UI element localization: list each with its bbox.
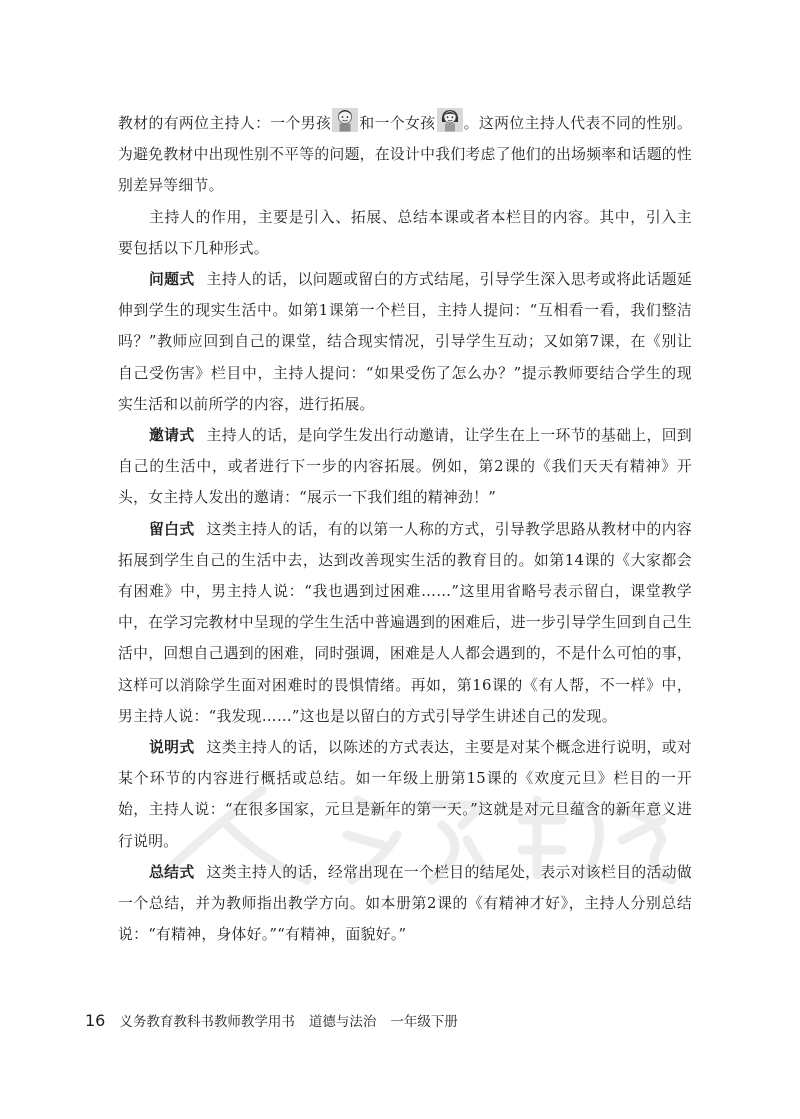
subject-name: 道德与法治 <box>308 1014 377 1030</box>
term-heading: 问题式 <box>149 271 195 289</box>
paragraph-blank-style <box>118 514 692 732</box>
page-footer <box>85 1010 458 1030</box>
paragraph-text: 主持人的作用，主要是引入、拓展、总结本课或者本栏目的内容。其中，引入主要包括以下几种形式。 <box>118 208 692 257</box>
term-heading: 总结式 <box>149 863 195 881</box>
grade-label: 一年级下册 <box>390 1014 458 1030</box>
boy-host-icon <box>332 110 358 132</box>
paragraph-text: 这类主持人的话，经常出现在一个栏目的结尾处，表示对该栏目的活动做一个总结，并为教师指出教学方向。如本册第2课的《有精神才好》，主持人分别总结说：“有精神，身体好。”“有精神，面貌好。” <box>118 863 692 944</box>
term-heading: 邀请式 <box>149 427 195 445</box>
paragraph-hosts-intro <box>118 108 692 202</box>
publisher-watermark <box>142 780 702 890</box>
paragraph-invitation-style <box>118 420 692 514</box>
book-title: 义务教育教科书教师教学用书 <box>119 1014 295 1030</box>
paragraph-text: 这类主持人的话，有的以第一人称的方式，引导教学思路从教材中的内容拓展到学生自己的生活中去，达到改善现实生活的教育目的。如第14课的《大家都会有困难》中，男主持人说：“我也遇到过困难……”这里用省略号表示留白，课堂教学中，在学习完教材中呈现的学生生活中普遍遇到的困难后，进一步引导学生回到自己生活中，回想自己遇到的困难，同时强调，困难是人人都会遇到的，不是什么可怕的事，这样可以消除学生面对困难时的畏惧情绪。再如，第16课的《有人帮，不一样》中，男主持人说：“我发现……”这也是以留白的方式引导学生讲述自己的发现。 <box>118 520 692 725</box>
paragraph-text: 主持人的话，是向学生发出行动邀请，让学生在上一环节的基础上，回到自己的生活中，或者进行下一步的内容拓展。例如，第2课的《我们天天有精神》开头，女主持人发出的邀请：“展示一下我们组的精神劲！” <box>118 427 692 507</box>
paragraph-text: 教材的有两位主持人：一个男孩 <box>118 115 332 132</box>
term-heading: 留白式 <box>149 520 195 538</box>
paragraph-text: 这类主持人的话，以陈述的方式表达，主要是对某个概念进行说明，或对某个环节的内容进行概括或总结。如一年级上册第15课的《欢度元旦》栏目的一开始，主持人说：“在很多国家，元旦是新年的第一天。”这就是对元旦蕴含的新年意义进行说明。 <box>118 739 692 850</box>
term-heading: 说明式 <box>149 739 195 757</box>
paragraph-question-style <box>118 264 692 420</box>
paragraph-text: 。这两位主持人代表不同的性别。为避免教材中出现性别不平等的问题，在设计中我们考虑了他们的出场频率和话题的性别差异等细节。 <box>118 115 692 195</box>
page-number: 16 <box>85 1011 106 1030</box>
paragraph-text: 主持人的话，以问题或留白的方式结尾，引导学生深入思考或将此话题延伸到学生的现实生活中。如第1课第一个栏目，主持人提问：“互相看一看，我们整洁吗？”教师应回到自己的课堂，结合现实情况，引导学生互动；又如第7课，在《别让自己受伤害》栏目中，主持人提问：“如果受伤了怎么办？”提示教师要结合学生的现实生活和以前所学的内容，进行拓展。 <box>118 271 692 413</box>
girl-host-icon <box>437 110 463 132</box>
paragraph-text: 和一个女孩 <box>359 115 436 132</box>
paragraph-host-roles <box>118 202 692 264</box>
